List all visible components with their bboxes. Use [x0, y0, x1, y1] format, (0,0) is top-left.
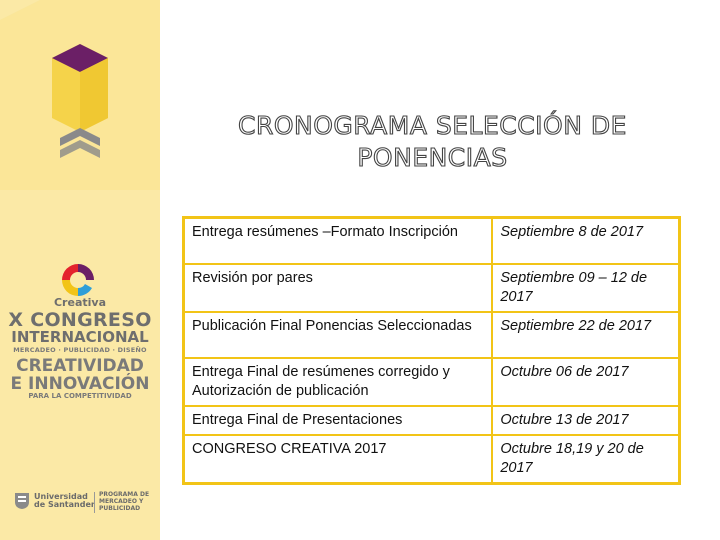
- activity-cell: Revisión por pares: [184, 264, 492, 312]
- table-row: [184, 218, 679, 264]
- university-name: [34, 493, 95, 510]
- activity-cell: Entrega Final de resúmenes corregido y Autorización de publicación: [184, 358, 492, 406]
- slide-title: [200, 110, 665, 174]
- university-name-line-2: de Santander: [34, 500, 95, 510]
- university-logo: [14, 490, 154, 516]
- sidebar-banner: [0, 0, 160, 540]
- date-cell: Septiembre 09 – 12 de 2017: [492, 264, 679, 312]
- date-cell: Septiembre 8 de 2017: [492, 218, 679, 264]
- program-line-1: PROGRAMA DE: [99, 491, 150, 498]
- program-line-2: MERCADEO Y: [99, 497, 144, 505]
- theme-line-1: CREATIVIDAD: [16, 356, 144, 376]
- congress-topics: MERCADEO · PUBLICIDAD · DISEÑO: [13, 346, 147, 354]
- slide-title-line-1: CRONOGRAMA SELECCIÓN DE: [238, 111, 627, 140]
- date-cell: Septiembre 22 de 2017: [492, 312, 679, 358]
- table-row: [184, 406, 679, 435]
- table-row: [184, 435, 679, 483]
- activity-cell: CONGRESO CREATIVA 2017: [184, 435, 492, 483]
- brand-name: Creativa: [53, 296, 106, 309]
- activity-cell: Entrega Final de Presentaciones: [184, 406, 492, 435]
- creativa-logo-icon: [58, 260, 98, 300]
- congress-subtitle: INTERNACIONAL: [11, 328, 149, 346]
- theme-line-2: E INNOVACIÓN: [10, 374, 150, 394]
- date-cell: Octubre 18,19 y 20 de 2017: [492, 435, 679, 483]
- date-cell: Octubre 13 de 2017: [492, 406, 679, 435]
- congress-title: X CONGRESO: [8, 309, 152, 331]
- university-name-line-1: Universidad: [34, 492, 88, 501]
- table-row: [184, 358, 679, 406]
- theme-line-3: PARA LA COMPETITIVIDAD: [28, 392, 132, 400]
- schedule-table: [182, 216, 681, 485]
- cube-graphic: [0, 0, 160, 200]
- activity-cell: Publicación Final Ponencias Seleccionadas: [184, 312, 492, 358]
- table-row: [184, 312, 679, 358]
- university-shield-icon: [14, 492, 30, 510]
- slide-title-line-2: PONENCIAS: [357, 143, 508, 172]
- activity-cell: Entrega resúmenes –Formato Inscripción: [184, 218, 492, 264]
- table-row: [184, 264, 679, 312]
- date-cell: Octubre 06 de 2017: [492, 358, 679, 406]
- program-line-3: PUBLICIDAD: [99, 504, 141, 512]
- program-name: [94, 492, 149, 513]
